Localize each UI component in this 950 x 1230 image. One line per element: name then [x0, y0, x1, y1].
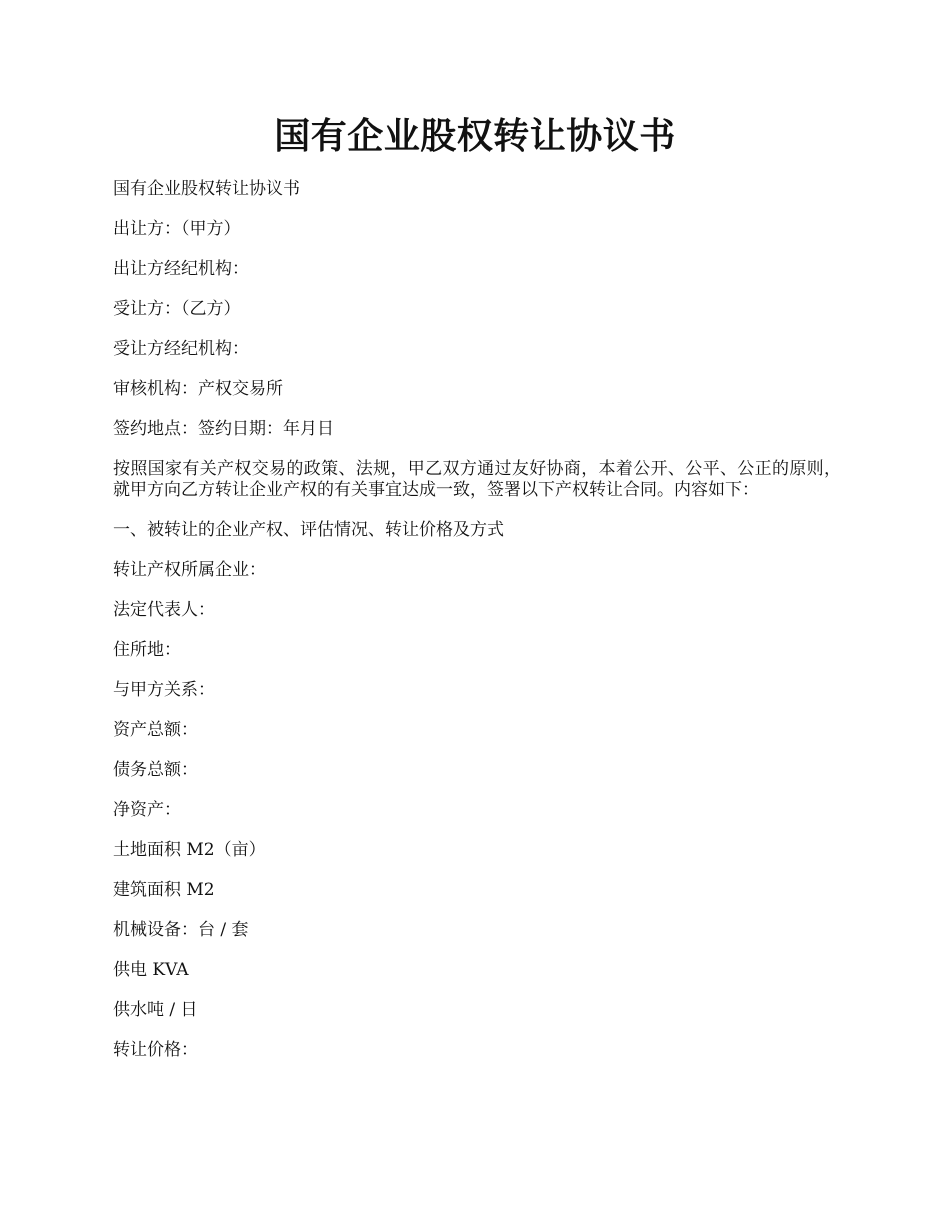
paragraph-relation: 与甲方关系： [113, 680, 215, 700]
paragraph-power-supply: 供电 KVA [113, 960, 189, 980]
paragraph-building-area: 建筑面积 M2 [113, 880, 215, 900]
paragraph-transferor-broker: 出让方经纪机构： [113, 259, 249, 279]
paragraph-land-area: 土地面积 M2（亩） [113, 840, 266, 860]
paragraph-address: 住所地： [113, 640, 181, 660]
paragraph-transferee: 受让方：（乙方） [113, 299, 241, 319]
paragraph-transferee-broker: 受让方经纪机构： [113, 339, 249, 359]
paragraph-enterprise: 转让产权所属企业： [113, 560, 266, 580]
paragraph-price: 转让价格： [113, 1040, 198, 1060]
paragraph-total-assets: 资产总额： [113, 720, 198, 740]
paragraph-signing-place-date: 签约地点：签约日期：年月日 [113, 419, 334, 439]
paragraph-transferor: 出让方：（甲方） [113, 219, 241, 239]
paragraph-heading: 国有企业股权转让协议书 [113, 179, 300, 199]
paragraph-total-debt: 债务总额： [113, 760, 198, 780]
document-title: 国有企业股权转让协议书 [274, 115, 676, 157]
document-body [113, 179, 841, 1080]
paragraph-review-agency: 审核机构：产权交易所 [113, 379, 283, 399]
paragraph-preamble: 按照国家有关产权交易的政策、法规，甲乙双方通过友好协商，本着公开、公平、公正的原则，就甲方向乙方转让企业产权的有关事宜达成一致，签署以下产权转让合同。内容如下： [113, 459, 841, 500]
paragraph-section-1: 一、被转让的企业产权、评估情况、转让价格及方式 [113, 520, 504, 540]
paragraph-equipment: 机械设备：台 / 套 [113, 920, 249, 940]
paragraph-legal-rep: 法定代表人： [113, 600, 215, 620]
paragraph-net-assets: 净资产： [113, 800, 181, 820]
paragraph-water-supply: 供水吨 / 日 [113, 1000, 198, 1020]
